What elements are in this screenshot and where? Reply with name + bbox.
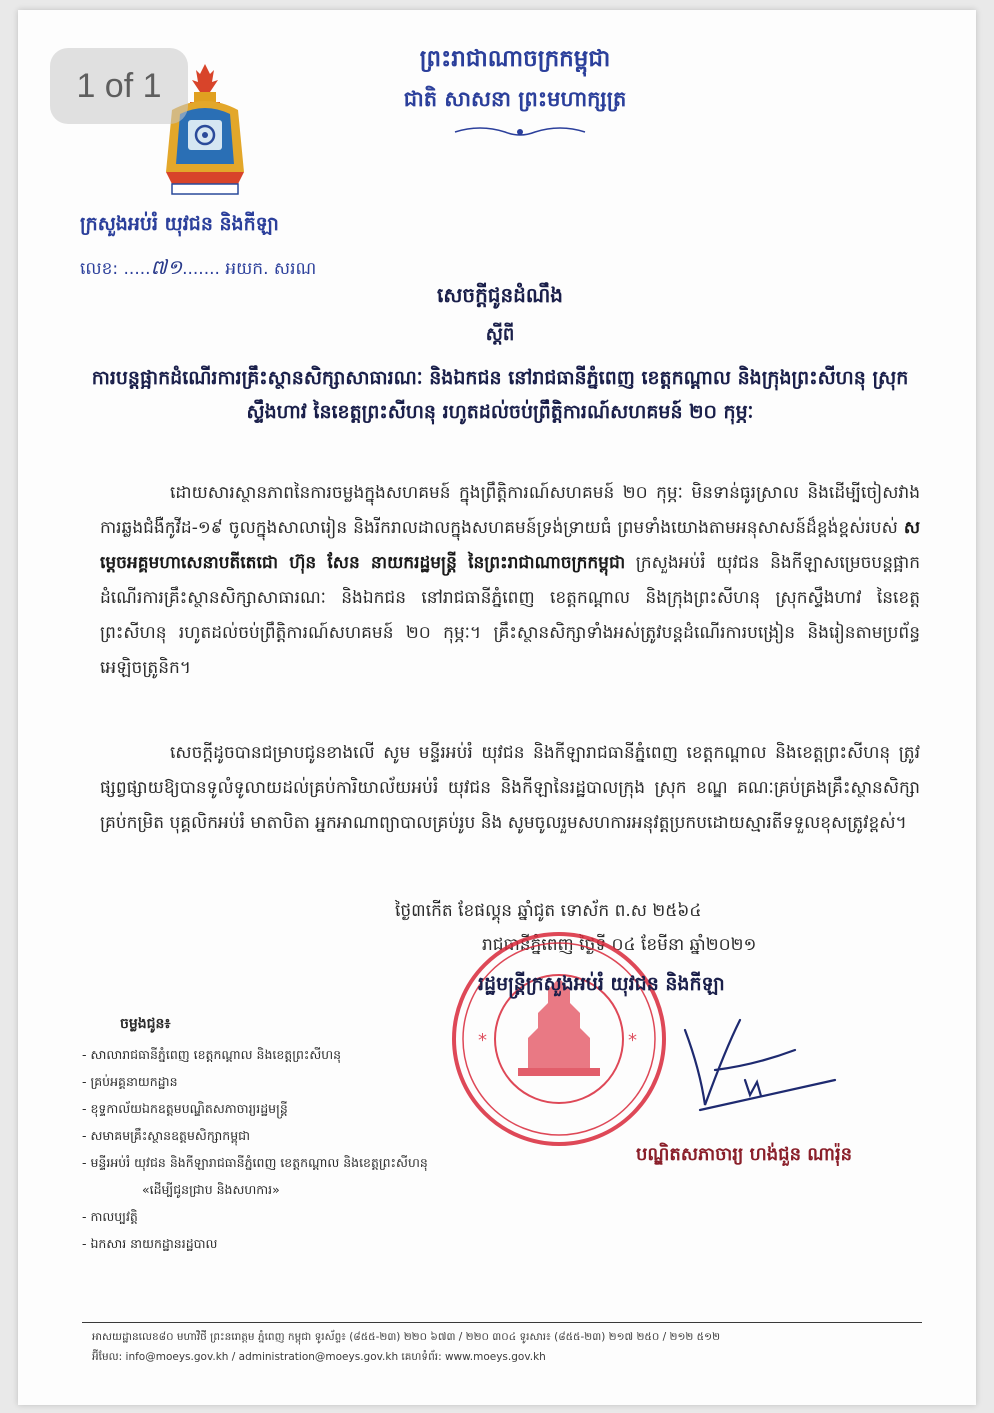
list-item: - កាលប្បវត្តិ bbox=[82, 1203, 428, 1230]
official-seal-icon bbox=[448, 928, 670, 1150]
body-paragraph-1 bbox=[100, 476, 920, 686]
p1-decision: ក្រសួងអប់រំ យុវជន និងកីឡាសម្រេចបន្តផ្អាកដំណើរការគ្រឹះស្ថានសិក្សាសាធារណៈ និងឯកជន នៅរាជធានីភ្នំពេញ ខេត្តកណ្តាល និងក្រុងព្រះសីហនុ ស្រុកស្ទឹងហាវ នៃខេត្តព្រះសីហនុ រហូតដល់ចប់ព្រឹត្តិការណ៍សហគមន៍ ២០ កុម្ភៈ។ គ្រឹះស្ថានសិក្សាទាំងអស់ត្រូវបន្តដំណើរការបង្រៀន និងរៀនតាមប្រព័ន្ធអេឡិចត្រូនិក។ bbox=[100, 553, 920, 678]
kingdom-name: ព្រះរាជាណាចក្រកម្ពុជា bbox=[419, 46, 611, 72]
list-item: - គ្រប់អគ្គនាយកដ្ឋាន bbox=[82, 1068, 428, 1095]
svg-text:*: * bbox=[628, 1030, 637, 1051]
ministry-name: ក្រសួងអប់រំ យុវជន និងកីឡា bbox=[80, 213, 279, 235]
list-item: - ឯកសារ នាយកដ្ឋានរដ្ឋបាល bbox=[82, 1230, 428, 1257]
list-item: - សមាគមគ្រឹះស្ថានឧត្តមសិក្សាកម្ពុជា bbox=[82, 1122, 428, 1149]
national-motto: ជាតិ សាសនា ព្រះមហាក្សត្រ bbox=[403, 87, 627, 111]
footer-address: អាសយដ្ឋានលេខ៨០ មហាវិថី ព្រះនរោត្តម ភ្នំពេញ កម្ពុជា ទូរស័ព្ទ៖ (៨៥៥-២៣) ២២០ ៦៧៣ / ២២០ ៣០៤ ទូរសារ៖ (៨៥៥-២៣) ២១៧ ២៥០ / ២១២ ៥១២ bbox=[92, 1331, 721, 1343]
title-subject: ការបន្តផ្អាកដំណើរការគ្រឹះស្ថានសិក្សាសាធារណៈ និងឯកជន នៅរាជធានីភ្នំពេញ ខេត្តកណ្តាល និងក្រុងព្រះសីហនុ ស្រុកស្ទឹងហាវ នៃខេត្តព្រះសីហនុ រហូតដល់ចប់ព្រឹត្តិការណ៍សហគមន៍ ២០ កុម្ភៈ bbox=[91, 367, 909, 423]
title-regarding: ស្តីពី bbox=[485, 324, 515, 345]
ref-label: លេខ: bbox=[80, 259, 119, 279]
p2-text: សេចក្តីដូចបានជម្រាបជូនខាងលើ សូម មន្ទីរអប់រំ យុវជន និងកីឡារាជធានីភ្នំពេញ ខេត្តកណ្តាល និងខេត្តព្រះសីហនុ ត្រូវផ្សព្វផ្សាយឱ្យបានទូលំទូលាយដល់គ្រប់ការិយាល័យអប់រំ យុវជន និងកីឡានៃរដ្ឋបាលក្រុង ស្រុក ខណ្ឌ គណៈគ្រប់គ្រងគ្រឹះស្ថានសិក្សាគ្រប់កម្រិត បុគ្គលិកអប់រំ មាតាបិតា អ្នកអាណាព្យាបាលគ្រប់រូប និង សូមចូលរួមសហការអនុវត្តប្រកបដោយស្មារតីទទួលខុសត្រូវខ្ពស់។ bbox=[100, 743, 920, 833]
p1-intro: ដោយសារស្ថានភាពនៃការចម្លងក្នុងសហគមន៍ ក្នុងព្រឹត្តិការណ៍សហគមន៍ ២០ កុម្ភៈ មិនទាន់ធូរស្រាល និងដើម្បីចៀសវាងការឆ្លងជំងឺកូវីដ-១៩ ចូលក្នុងសាលារៀន និងរីករាលដាលក្នុងសហគមន៍ទ្រង់ទ្រាយធំ ព្រមទាំងយោងតាមអនុសាសន៍ដ៏ខ្ពង់ខ្ពស់របស់ bbox=[100, 483, 920, 538]
footer-web: អ៊ីមែល: info@moeys.gov.kh / administration@moeys.gov.kh គេហទំព័រ: www.moeys.gov.kh bbox=[92, 1351, 546, 1363]
title-notice: សេចក្តីជូនដំណឹង bbox=[437, 283, 563, 307]
list-item: - មន្ទីរអប់រំ យុវជន និងកីឡារាជធានីភ្នំពេញ ខេត្តកណ្តាល និងខេត្តព្រះសីហនុ bbox=[82, 1149, 428, 1176]
list-item: - ខុទ្ទកាល័យឯកឧត្តមបណ្ឌិតសភាចារ្យរដ្ឋមន្ត្រី bbox=[82, 1095, 428, 1122]
ref-number: ៧១ bbox=[150, 255, 183, 279]
lunar-date: ថ្ងៃ៣កើត ខែផល្គុន ឆ្នាំជូត ទោស័ក ព.ស ២៥៦៤ bbox=[395, 901, 702, 921]
list-item: «ដើម្បីជូនជ្រាប និងសហការ» bbox=[142, 1182, 280, 1197]
page-indicator: 1 of 1 bbox=[50, 48, 188, 124]
kingdom-header bbox=[380, 45, 650, 117]
signer-title: រដ្ឋមន្ត្រីក្រសួងអប់រំ យុវជន និងកីឡា bbox=[478, 973, 725, 995]
solar-date: រាជធានីភ្នំពេញ ថ្ងៃទី ០៤ ខែមីនា ឆ្នាំ២០២១ bbox=[482, 935, 757, 955]
ref-suffix: អយក. សរណ bbox=[225, 259, 317, 279]
footer-contact bbox=[92, 1327, 720, 1367]
handwritten-signature-icon bbox=[645, 1010, 845, 1140]
notice-title bbox=[90, 282, 910, 429]
signer-name: បណ្ឌិតសភាចារ្យ ហង់ជួន ណារ៉ុន bbox=[636, 1144, 853, 1165]
footer-divider bbox=[82, 1322, 922, 1323]
body-paragraph-2 bbox=[100, 736, 920, 841]
p1-prime-minister: សម្តេចអគ្គមហាសេនាបតីតេជោ ហ៊ុន សែន នាយករដ្ឋមន្ត្រី នៃព្រះរាជាណាចក្រកម្ពុជា bbox=[100, 518, 920, 573]
svg-text:*: * bbox=[478, 1030, 487, 1051]
distribution-title: ចម្លងជូន៖ bbox=[120, 1016, 171, 1032]
ornament-divider-icon bbox=[450, 122, 590, 142]
distribution-list bbox=[82, 1014, 428, 1257]
reference-number: លេខ: .....៧១....... អយក. សរណ bbox=[80, 255, 317, 279]
list-item: - សាលារាជធានីភ្នំពេញ ខេត្តកណ្តាល និងខេត្តព្រះសីហនុ bbox=[82, 1041, 428, 1068]
